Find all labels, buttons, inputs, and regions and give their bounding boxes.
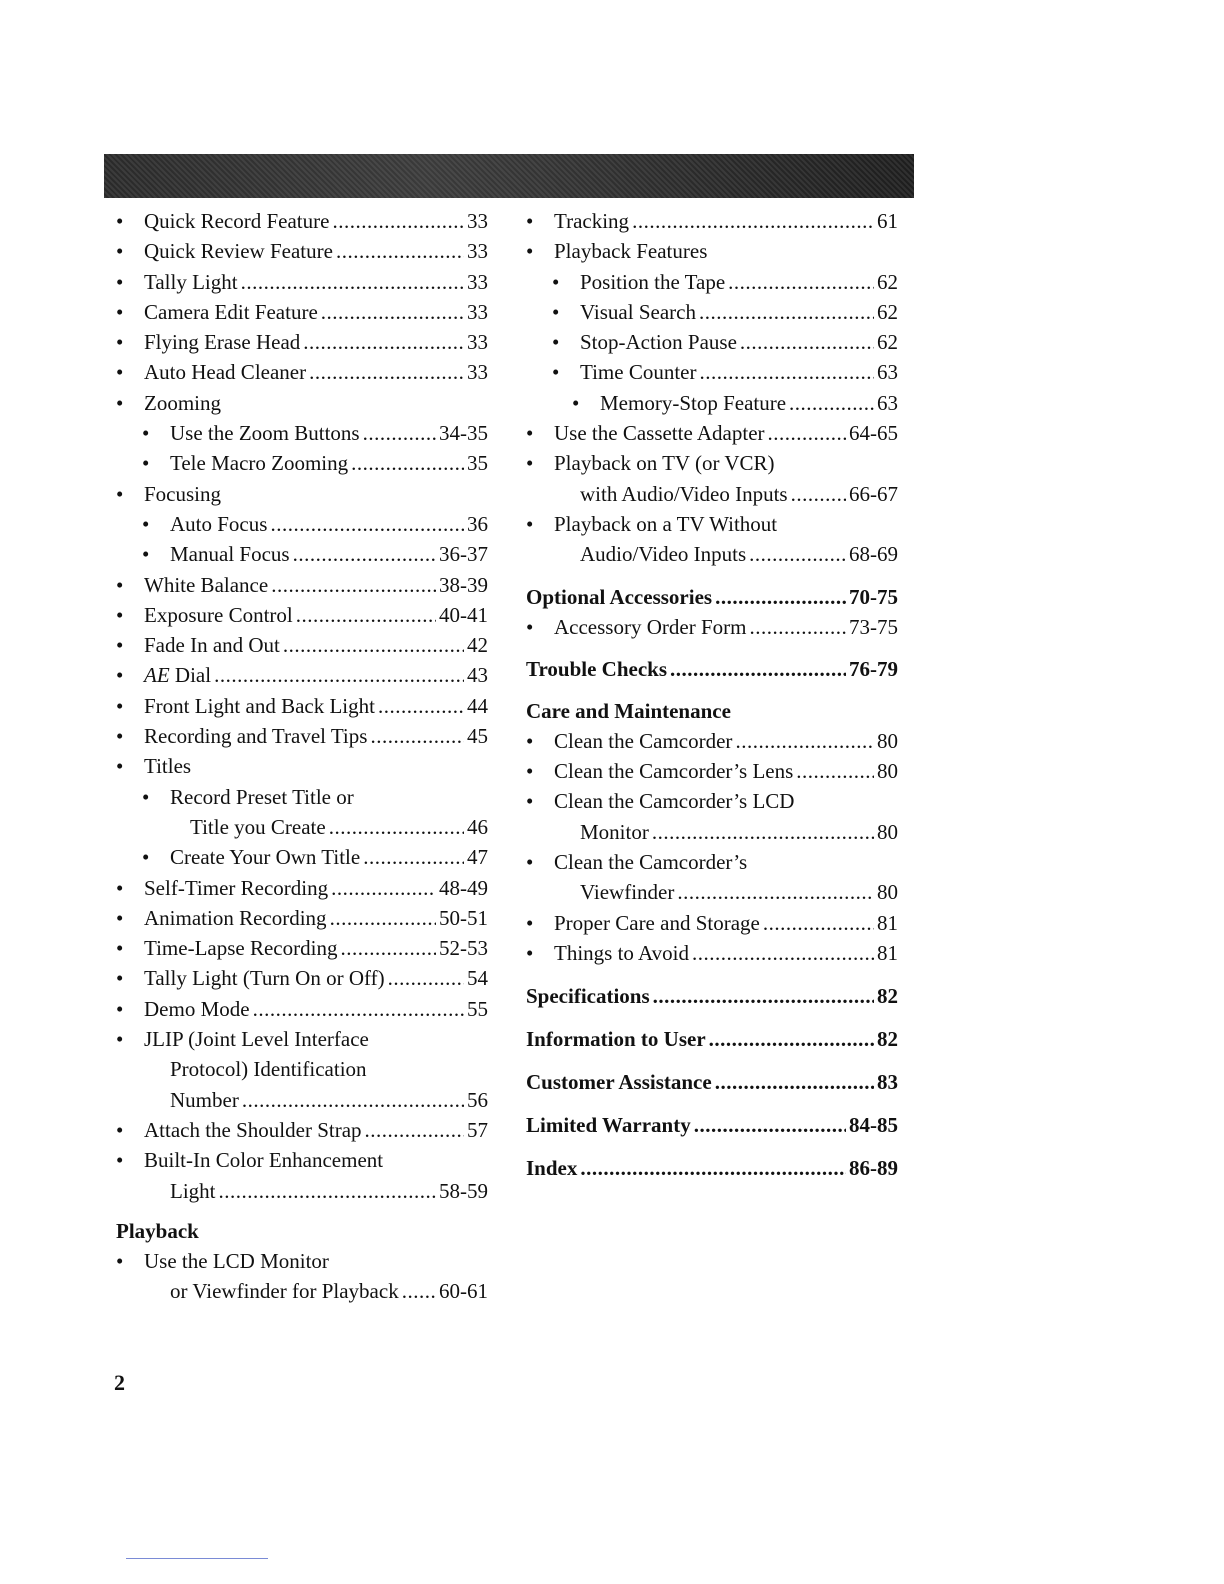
leader-dots <box>331 873 436 903</box>
toc-entry-page: 80 <box>877 728 898 753</box>
toc-entry <box>526 908 898 938</box>
toc-entry-label: Titles <box>144 754 192 779</box>
leader-dots <box>692 938 874 968</box>
toc-entry-label: Use the LCD Monitor <box>144 1248 329 1273</box>
leader-dots <box>699 357 874 387</box>
toc-entry <box>116 448 488 478</box>
leader-dots <box>715 1067 874 1097</box>
bullet-icon: • <box>116 602 124 627</box>
toc-entry <box>526 206 898 236</box>
leader-dots <box>253 994 464 1024</box>
leader-dots <box>378 691 464 721</box>
page-number: 2 <box>114 1370 125 1395</box>
heading-page: 84-85 <box>849 1113 898 1138</box>
heading-page: 83 <box>877 1070 898 1095</box>
optional-accessories-heading <box>526 582 898 612</box>
bullet-icon: • <box>116 996 124 1021</box>
toc-entry-page: 48-49 <box>439 875 488 900</box>
toc-entry-page: 80 <box>877 880 898 905</box>
toc-entry-label: AE Dial <box>144 663 212 688</box>
toc-entry-label: Quick Review Feature <box>144 239 333 264</box>
leader-dots <box>219 1176 437 1206</box>
toc-entry-page: 62 <box>877 330 898 355</box>
toc-entry <box>526 726 898 756</box>
toc-entry <box>116 751 488 781</box>
toc-entry-label: with Audio/Video Inputs <box>580 481 788 506</box>
toc-entry <box>526 479 898 509</box>
toc-entry-page: 63 <box>877 390 898 415</box>
bullet-icon: • <box>116 572 124 597</box>
bullet-icon: • <box>552 269 560 294</box>
toc-entry-label: Title you Create <box>190 814 326 839</box>
leader-dots <box>670 654 846 684</box>
toc-entry-label: Auto Focus <box>170 511 268 536</box>
toc-entry-page: 80 <box>877 759 898 784</box>
toc-entry <box>526 297 898 327</box>
toc-entry-page: 34-35 <box>439 421 488 446</box>
toc-entry-label: Use the Cassette Adapter <box>554 421 765 446</box>
bullet-icon: • <box>116 330 124 355</box>
leader-dots <box>677 877 874 907</box>
toc-entry-label: Self-Timer Recording <box>144 875 329 900</box>
toc-entry <box>526 327 898 357</box>
leader-dots <box>329 812 464 842</box>
leader-dots <box>363 418 436 448</box>
toc-entry-label: Record Preset Title or <box>170 784 354 809</box>
toc-entry <box>116 357 488 387</box>
heading-page: 76-79 <box>849 656 898 681</box>
toc-entry-page: 68-69 <box>849 542 898 567</box>
bullet-icon: • <box>572 390 580 415</box>
toc-entry-label: Clean the Camcorder <box>554 728 733 753</box>
toc-entry-page: 80 <box>877 819 898 844</box>
leader-dots <box>363 842 464 872</box>
toc-entry-page: 81 <box>877 910 898 935</box>
toc-entry-label: Auto Head Cleaner <box>144 360 307 385</box>
toc-entry-label: Front Light and Back Light <box>144 693 375 718</box>
toc-entry-label: Tally Light <box>144 269 238 294</box>
bullet-icon: • <box>526 759 534 784</box>
toc-entry-page: 35 <box>467 451 488 476</box>
toc-entry-label: Accessory Order Form <box>554 614 747 639</box>
leader-dots <box>791 479 846 509</box>
leader-dots <box>370 721 464 751</box>
bullet-icon: • <box>142 845 150 870</box>
toc-entry-label: or Viewfinder for Playback <box>170 1279 399 1304</box>
leader-dots <box>402 1276 436 1306</box>
toc-entry <box>116 327 488 357</box>
toc-entry-page: 47 <box>467 845 488 870</box>
toc-entry <box>116 782 488 812</box>
leader-dots <box>242 1085 464 1115</box>
heading-label: Customer Assistance <box>526 1070 712 1095</box>
bullet-icon: • <box>142 421 150 446</box>
toc-entry-label: Position the Tape <box>580 269 726 294</box>
leader-dots <box>388 963 464 993</box>
bullet-icon: • <box>116 663 124 688</box>
leader-dots <box>653 981 874 1011</box>
heading-label: Index <box>526 1156 578 1181</box>
bullet-icon: • <box>526 451 534 476</box>
toc-entry-page: 57 <box>467 1117 488 1142</box>
toc-entry-label: Flying Erase Head <box>144 330 301 355</box>
leader-dots <box>580 1153 846 1183</box>
toc-entry-page: 63 <box>877 360 898 385</box>
toc-entry-label: Tally Light (Turn On or Off) <box>144 966 385 991</box>
bullet-icon: • <box>526 940 534 965</box>
toc-entry-page: 38-39 <box>439 572 488 597</box>
toc-entry <box>526 817 898 847</box>
toc-entry <box>116 630 488 660</box>
toc-entry-page: 33 <box>467 269 488 294</box>
toc-entry <box>116 903 488 933</box>
toc-entry-label: Create Your Own Title <box>170 845 361 870</box>
toc-entry-label: Playback on a TV Without <box>554 511 778 536</box>
toc-entry-page: 56 <box>467 1087 488 1112</box>
leader-dots <box>796 756 874 786</box>
leader-dots <box>271 570 436 600</box>
leader-dots <box>283 630 464 660</box>
toc-entry <box>116 933 488 963</box>
bullet-icon: • <box>552 299 560 324</box>
toc-entry <box>116 1054 488 1084</box>
bullet-icon: • <box>116 905 124 930</box>
bullet-icon: • <box>116 390 124 415</box>
toc-entry <box>116 388 488 418</box>
toc-entry <box>526 847 898 877</box>
bullet-icon: • <box>116 936 124 961</box>
leader-dots <box>303 327 464 357</box>
bullet-icon: • <box>116 209 124 233</box>
toc-entry <box>526 877 898 907</box>
toc-entry <box>116 1024 488 1054</box>
toc-entry <box>116 267 488 297</box>
toc-entry-page: 81 <box>877 940 898 965</box>
bullet-icon: • <box>526 850 534 875</box>
bullet-icon: • <box>116 481 124 506</box>
toc-entry-label: Fade In and Out <box>144 633 280 658</box>
toc-entry-label: Exposure Control <box>144 602 293 627</box>
toc-entry <box>116 418 488 448</box>
toc-entry-label: JLIP (Joint Level Interface <box>144 1027 369 1052</box>
heading-label: Trouble Checks <box>526 656 667 681</box>
toc-entry-page: 33 <box>467 209 488 233</box>
toc-entry <box>526 756 898 786</box>
toc-entry-label: Focusing <box>144 481 222 506</box>
toc-entry <box>116 691 488 721</box>
leader-dots <box>749 539 846 569</box>
toc-entry-page: 46 <box>467 814 488 839</box>
toc-entry <box>116 1085 488 1115</box>
toc-entry <box>526 786 898 816</box>
bullet-icon: • <box>142 784 150 809</box>
leader-dots <box>365 1115 464 1145</box>
leader-dots <box>340 933 436 963</box>
toc-entry <box>116 963 488 993</box>
toc-entry-label: Time-Lapse Recording <box>144 936 338 961</box>
heading-page: 82 <box>877 984 898 1009</box>
toc-entry <box>116 1115 488 1145</box>
bullet-icon: • <box>116 1117 124 1142</box>
playback-heading: Playback <box>116 1218 199 1243</box>
leader-dots <box>735 726 874 756</box>
leader-dots <box>749 612 846 642</box>
toc-entry-label: Zooming <box>144 390 221 415</box>
toc-heading <box>526 1024 898 1054</box>
heading-label: Specifications <box>526 984 650 1009</box>
toc-entry-label: Clean the Camcorder’s Lens <box>554 759 794 784</box>
toc-heading <box>526 1110 898 1140</box>
leader-dots <box>293 539 436 569</box>
bullet-icon: • <box>116 360 124 385</box>
toc-entry-label: Number <box>170 1087 239 1112</box>
toc-entry-label: Stop-Action Pause <box>580 330 737 355</box>
toc-entry-page: 60-61 <box>439 1279 488 1304</box>
toc-entry-page: 73-75 <box>849 614 898 639</box>
toc-entry-page: 33 <box>467 299 488 324</box>
toc-entry-label: Clean the Camcorder’s <box>554 850 748 875</box>
toc-entry-page: 33 <box>467 330 488 355</box>
toc-entry-label: Protocol) Identification <box>170 1057 367 1082</box>
toc-entry-label: Light <box>170 1178 216 1203</box>
leader-dots <box>241 267 464 297</box>
leader-dots <box>309 357 464 387</box>
toc-entry-label: Audio/Video Inputs <box>580 542 747 567</box>
toc-entry <box>526 539 898 569</box>
toc-entry-label: Playback on TV (or VCR) <box>554 451 775 476</box>
toc-entry <box>116 994 488 1024</box>
toc-entry <box>526 267 898 297</box>
bullet-icon: • <box>526 209 534 233</box>
bullet-icon: • <box>116 724 124 749</box>
bullet-icon: • <box>526 239 534 264</box>
toc-entry <box>526 357 898 387</box>
toc-entry-label: Playback Features <box>554 239 708 264</box>
toc-entry <box>116 660 488 690</box>
bullet-icon: • <box>116 966 124 991</box>
leader-dots <box>709 1024 874 1054</box>
toc-entry-page: 61 <box>877 209 898 233</box>
leader-dots <box>740 327 874 357</box>
toc-entry <box>116 206 488 236</box>
bullet-icon: • <box>116 693 124 718</box>
leader-dots <box>789 388 874 418</box>
toc-entry-page: 44 <box>467 693 488 718</box>
heading-page: 82 <box>877 1027 898 1052</box>
toc-entry-page: 62 <box>877 269 898 294</box>
toc-entry <box>526 236 898 266</box>
section-header-bar <box>104 154 914 198</box>
leader-dots <box>336 236 464 266</box>
toc-entry-page: 52-53 <box>439 936 488 961</box>
footer-line <box>126 1558 268 1559</box>
bullet-icon: • <box>526 421 534 446</box>
leader-dots <box>351 448 464 478</box>
toc-entry-page: 50-51 <box>439 905 488 930</box>
toc-entry <box>526 938 898 968</box>
bullet-icon: • <box>116 1027 124 1052</box>
toc-entry <box>526 612 898 642</box>
toc-entry <box>116 297 488 327</box>
leader-dots <box>652 817 874 847</box>
toc-entry <box>116 812 488 842</box>
toc-entry <box>116 570 488 600</box>
heading-label: Information to User <box>526 1027 706 1052</box>
bullet-icon: • <box>142 511 150 536</box>
bullet-icon: • <box>526 614 534 639</box>
bullet-icon: • <box>526 789 534 814</box>
leader-dots <box>715 582 846 612</box>
bullet-icon: • <box>116 633 124 658</box>
toc-entry-label: White Balance <box>144 572 269 597</box>
bullet-icon: • <box>116 239 124 264</box>
toc-entry-label: Visual Search <box>580 299 696 324</box>
toc-entry-page: 42 <box>467 633 488 658</box>
leader-dots <box>694 1110 846 1140</box>
toc-entry-label: Demo Mode <box>144 996 250 1021</box>
heading-page: 86-89 <box>849 1156 898 1181</box>
bullet-icon: • <box>142 451 150 476</box>
toc-entry <box>116 842 488 872</box>
bullet-icon: • <box>526 511 534 536</box>
toc-entry <box>116 721 488 751</box>
bullet-icon: • <box>526 728 534 753</box>
trouble-checks-heading <box>526 654 898 684</box>
toc-entry-page: 36-37 <box>439 542 488 567</box>
bullet-icon: • <box>116 1148 124 1173</box>
leader-dots <box>330 903 436 933</box>
heading-label: Care and Maintenance <box>526 698 731 723</box>
toc-entry <box>116 479 488 509</box>
heading-label: Optional Accessories <box>526 584 713 609</box>
leader-dots <box>214 660 464 690</box>
toc-entry <box>116 236 488 266</box>
bullet-icon: • <box>116 269 124 294</box>
toc-entry <box>526 418 898 448</box>
toc-entry-page: 58-59 <box>439 1178 488 1203</box>
bullet-icon: • <box>116 754 124 779</box>
toc-entry <box>116 873 488 903</box>
toc-entry-label: Proper Care and Storage <box>554 910 760 935</box>
toc-entry-page: 43 <box>467 663 488 688</box>
toc-entry-label: Built-In Color Enhancement <box>144 1148 384 1173</box>
toc-entry <box>526 388 898 418</box>
care-maintenance-heading <box>526 696 898 726</box>
leader-dots <box>728 267 874 297</box>
toc-entry-label: Recording and Travel Tips <box>144 724 368 749</box>
toc-entry-label: Tracking <box>554 209 630 233</box>
toc-entry-label: Use the Zoom Buttons <box>170 421 360 446</box>
leader-dots <box>763 908 874 938</box>
toc-entry <box>116 1145 488 1175</box>
toc-heading <box>526 1153 898 1183</box>
toc-entry-page: 36 <box>467 511 488 536</box>
toc-entry-label: Animation Recording <box>144 905 327 930</box>
toc-entry-label: Memory-Stop Feature <box>600 390 787 415</box>
toc-entry <box>526 509 898 539</box>
toc-entry <box>116 600 488 630</box>
toc-entry-page: 62 <box>877 299 898 324</box>
toc-entry-page: 54 <box>467 966 488 991</box>
leader-dots <box>296 600 436 630</box>
toc-entry-page: 33 <box>467 360 488 385</box>
toc-entry <box>116 1246 488 1276</box>
toc-left-column <box>116 206 488 1306</box>
toc-entry-label: Viewfinder <box>580 880 675 905</box>
toc-heading <box>526 981 898 1011</box>
leader-dots <box>321 297 464 327</box>
toc-entry-label: Time Counter <box>580 360 697 385</box>
toc-entry-page: 55 <box>467 996 488 1021</box>
toc-entry-page: 40-41 <box>439 602 488 627</box>
bullet-icon: • <box>116 1248 124 1273</box>
heading-label: Limited Warranty <box>526 1113 691 1138</box>
leader-dots <box>632 206 874 236</box>
bullet-icon: • <box>552 330 560 355</box>
bullet-icon: • <box>526 910 534 935</box>
heading-page: 70-75 <box>849 584 898 609</box>
toc-entry <box>116 509 488 539</box>
bullet-icon: • <box>116 299 124 324</box>
toc-entry-page: 45 <box>467 724 488 749</box>
toc-heading <box>526 1067 898 1097</box>
toc-entry-label: Manual Focus <box>170 542 290 567</box>
toc-entry-label: Tele Macro Zooming <box>170 451 349 476</box>
toc-entry-page: 66-67 <box>849 481 898 506</box>
bullet-icon: • <box>552 360 560 385</box>
toc-entry-label: Attach the Shoulder Strap <box>144 1117 362 1142</box>
toc-right-column <box>526 206 898 1183</box>
toc-entry-label: Monitor <box>580 819 649 844</box>
toc-entry <box>526 448 898 478</box>
toc-entry-page: 64-65 <box>849 421 898 446</box>
toc-entry-label: Quick Record Feature <box>144 209 330 233</box>
toc-entry-label: Things to Avoid <box>554 940 689 965</box>
bullet-icon: • <box>142 542 150 567</box>
leader-dots <box>270 509 464 539</box>
toc-entry <box>116 1276 488 1306</box>
toc-entry-label: Camera Edit Feature <box>144 299 318 324</box>
toc-entry <box>116 1176 488 1206</box>
leader-dots <box>768 418 846 448</box>
leader-dots <box>699 297 874 327</box>
leader-dots <box>332 206 464 236</box>
toc-entry-page: 33 <box>467 239 488 264</box>
toc-entry-label: Clean the Camcorder’s LCD <box>554 789 795 814</box>
toc-entry <box>116 539 488 569</box>
bullet-icon: • <box>116 875 124 900</box>
